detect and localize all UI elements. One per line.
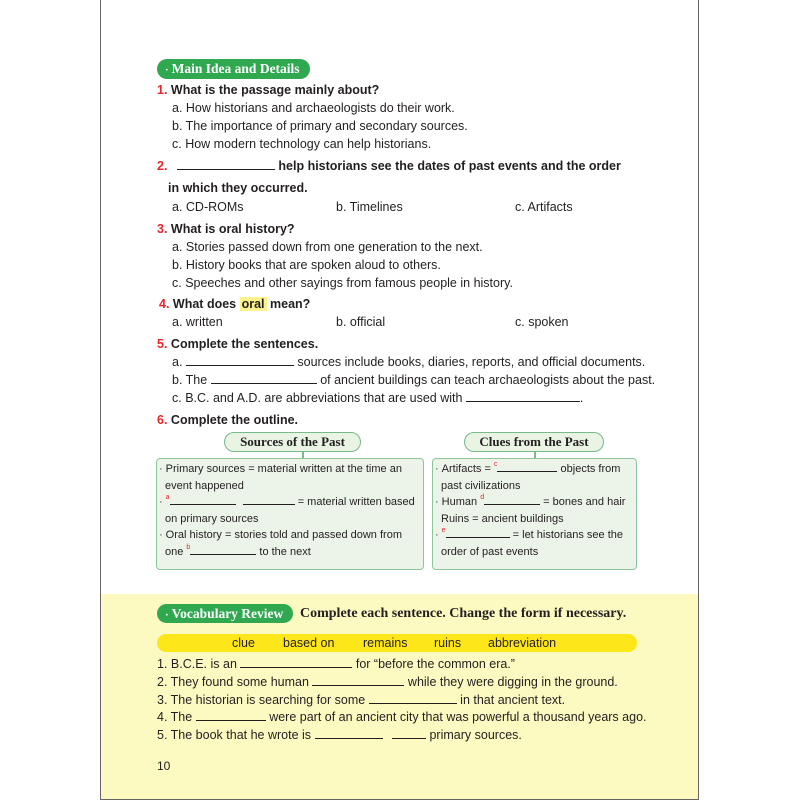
q5-sentence-b: b. The of ancient buildings can teach archaeologists about the past. bbox=[172, 373, 656, 387]
vocab-blank-3[interactable] bbox=[369, 692, 457, 704]
outline-left-item: · Primary sources = material written at the time an bbox=[159, 463, 402, 475]
word-bank-item: abbreviation bbox=[488, 636, 557, 650]
question-2: 2. help historians see the dates of past events and the order bbox=[157, 159, 621, 173]
outline-left-item: event happened bbox=[165, 479, 244, 492]
word-bank-item: remains bbox=[363, 636, 408, 650]
q5c-blank[interactable] bbox=[466, 390, 580, 402]
question-2-cont: in which they occurred. bbox=[168, 181, 308, 195]
word-bank-item: based on bbox=[283, 636, 335, 650]
q4-option-c: c. spoken bbox=[515, 315, 569, 329]
vocabulary-review-section bbox=[101, 594, 699, 800]
q5a-blank[interactable] bbox=[186, 354, 294, 366]
q5-sentence-c: c. B.C. and A.D. are abbreviations that are used with . bbox=[172, 391, 584, 405]
outline-blank-e[interactable] bbox=[446, 527, 510, 538]
q1-option-a: a. How historians and archaeologists do their work. bbox=[172, 101, 455, 115]
page-number: 10 bbox=[157, 759, 171, 773]
question-6: 6. Complete the outline. bbox=[157, 413, 299, 427]
q2-option-b: b. Timelines bbox=[336, 200, 403, 214]
q2-answer-blank[interactable] bbox=[177, 158, 275, 170]
q5-sentence-a: a. sources include books, diaries, reports, and official documents. bbox=[172, 355, 646, 369]
main-idea-heading: · Main Idea and Details bbox=[157, 59, 310, 79]
vocabulary-instruction: Complete each sentence. Change the form if necessary. bbox=[300, 606, 627, 621]
q2-option-c: c. Artifacts bbox=[515, 200, 573, 214]
outline-left-item: · $^a$ = material written based bbox=[159, 494, 415, 508]
vocab-blank-5b[interactable] bbox=[392, 727, 426, 739]
q1-option-b: b. The importance of primary and secondary sources. bbox=[172, 119, 468, 133]
vocab-sentence-4: 4. The were part of an ancient city that was powerful a thousand years ago. bbox=[157, 710, 647, 724]
vocab-blank-2[interactable] bbox=[312, 674, 404, 686]
vocab-sentence-5: 5. The book that he wrote is primary sources. bbox=[157, 728, 522, 742]
outline-right-title: Clues from the Past bbox=[464, 432, 604, 452]
outline-left-item: one $^b$ to the next bbox=[165, 543, 311, 558]
vocab-sentence-2: 2. They found some human while they were digging in the ground. bbox=[157, 675, 618, 689]
vocabulary-heading: · Vocabulary Review bbox=[157, 604, 293, 623]
word-bank-item: ruins bbox=[434, 636, 462, 650]
outline-left-item: on primary sources bbox=[165, 512, 259, 525]
question-5: 5. Complete the sentences. bbox=[157, 337, 319, 351]
q5b-blank[interactable] bbox=[211, 372, 317, 384]
q4-option-b: b. official bbox=[336, 315, 386, 329]
outline-right-item: · Human $^d$ = bones and hair bbox=[435, 494, 626, 508]
vocab-blank-4[interactable] bbox=[196, 709, 266, 721]
outline-blank-c[interactable] bbox=[497, 461, 557, 472]
outline-right-item: · $^e$ = let historians see the bbox=[435, 527, 624, 541]
question-1: 1. What is the passage mainly about? bbox=[157, 83, 380, 97]
outline-right-item: past civilizations bbox=[441, 479, 521, 492]
vocab-sentence-3: 3. The historian is searching for some in that ancient text. bbox=[157, 693, 566, 707]
word-bank-item: clue bbox=[232, 636, 255, 650]
outline-blank-d[interactable] bbox=[484, 494, 540, 505]
outline-blank-a1[interactable] bbox=[170, 494, 236, 505]
outline-right-item: · Artifacts = $^c$ objects from bbox=[435, 461, 621, 475]
vocab-blank-1[interactable] bbox=[240, 656, 352, 668]
q4-option-a: a. written bbox=[172, 315, 223, 329]
vocab-sentence-1: 1. B.C.E. is an for “before the common era.” bbox=[157, 657, 515, 671]
word-bank bbox=[157, 634, 637, 652]
outline-blank-b[interactable] bbox=[190, 544, 256, 555]
q1-option-c: c. How modern technology can help historians. bbox=[172, 137, 432, 151]
q3-option-c: c. Speeches and other sayings from famous people in history. bbox=[172, 276, 513, 290]
question-4: 4. What does oral mean? bbox=[159, 297, 311, 311]
highlighted-word: oral bbox=[241, 297, 265, 311]
question-3: 3. What is oral history? bbox=[157, 222, 295, 236]
q2-option-a: a. CD-ROMs bbox=[172, 200, 244, 214]
q3-option-b: b. History books that are spoken aloud to others. bbox=[172, 258, 441, 272]
vocab-blank-5a[interactable] bbox=[315, 727, 383, 739]
q3-option-a: a. Stories passed down from one generation to the next. bbox=[172, 240, 483, 254]
outline-right-item: order of past events bbox=[441, 545, 539, 558]
outline-left-list bbox=[159, 461, 415, 560]
outline-left-item: · Oral history = stories told and passed down from bbox=[159, 529, 402, 541]
outline-right-list bbox=[435, 461, 625, 560]
workbook-page bbox=[100, 0, 699, 800]
outline-blank-a2[interactable] bbox=[243, 494, 295, 505]
outline-right-item: Ruins = ancient buildings bbox=[441, 512, 564, 525]
outline-left-title: Sources of the Past bbox=[224, 432, 361, 452]
